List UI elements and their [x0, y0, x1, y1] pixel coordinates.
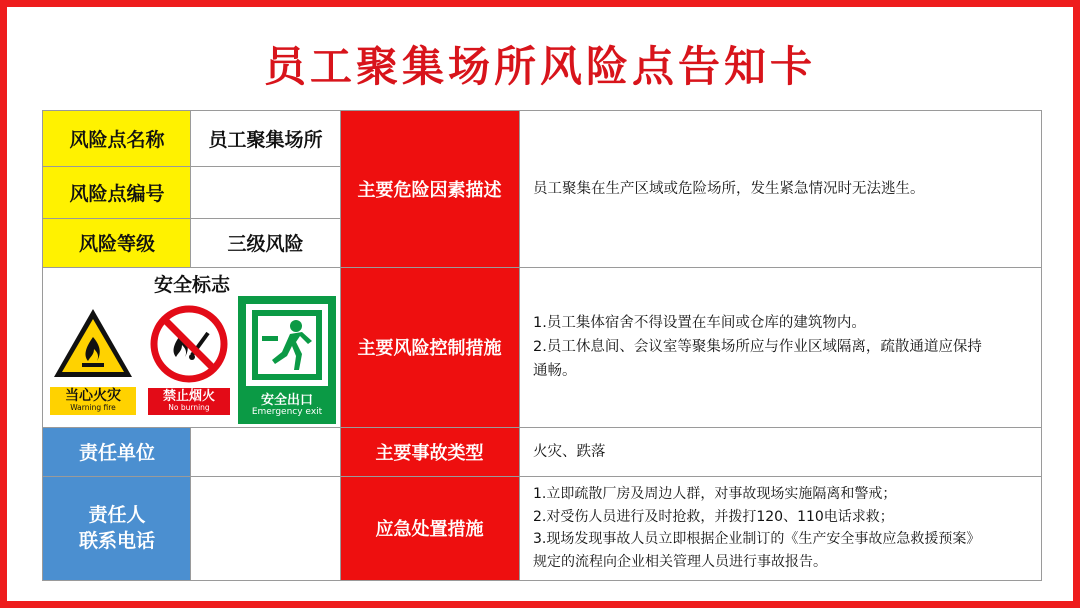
row-divider-1: [43, 166, 340, 167]
emergency-measure-line-2: 2.对受伤人员进行及时抢救，并拨打120、110电话求救；: [533, 508, 894, 525]
sign-warning-fire-en: Warning fire: [70, 402, 116, 412]
card-title: 员工聚集场所风险点告知卡: [263, 42, 816, 91]
table-border-bottom: [43, 580, 1041, 581]
sign-emergency-exit-cn: 安全出口: [260, 393, 313, 408]
resp-person-label: [43, 476, 191, 580]
control-measure-line-1: 1.员工集体宿舍不得设置在车间或仓库的建筑物内。: [533, 315, 866, 331]
control-measures-label: 主要风险控制措施: [340, 267, 519, 427]
resp-person-label-line1: 责任人: [88, 504, 146, 526]
risk-code-value: [191, 166, 340, 218]
table-divider-right: [519, 110, 520, 580]
resp-person-label-line2: 联系电话: [78, 530, 155, 552]
control-measure-line-2: 2.员工休息间、会议室等聚集场所应与作业区域隔离，疏散通道应保持: [533, 339, 982, 355]
sign-emergency-exit-en: Emergency exit: [251, 406, 323, 417]
emergency-measures-text: [519, 476, 1041, 580]
table-divider-left-lower: [190, 427, 191, 580]
accident-types-text: 火灾、跌落: [519, 427, 1041, 476]
emergency-measure-line-1: 1.立即疏散厂房及周边人群，对事故现场实施隔离和警戒；: [533, 486, 897, 502]
risk-name-label: 风险点名称: [43, 111, 191, 166]
emergency-measure-line-3: 3.现场发现事故人员立即根据企业制订的《生产安全事故应急救援预案》: [533, 531, 981, 547]
table-border-top: [43, 110, 1041, 111]
emergency-measure-line-4: 规定的流程向企业相关管理人员进行事故报告。: [533, 553, 827, 570]
control-measure-line-3: 通畅。: [533, 363, 577, 379]
sign-no-burning: [148, 303, 230, 415]
emergency-measures-label: 应急处置措施: [340, 476, 519, 580]
no-burning-icon: [148, 303, 230, 385]
sign-emergency-exit: [238, 296, 336, 424]
sign-no-burning-label: [148, 388, 230, 415]
accident-types-label: 主要事故类型: [340, 427, 519, 476]
table-border-left: [42, 110, 43, 581]
table-border-right: [1041, 110, 1042, 581]
resp-unit-value: [191, 427, 340, 476]
risk-name-value: 员工聚集场所: [191, 111, 340, 166]
sign-no-burning-cn: 禁止烟火: [162, 389, 215, 404]
resp-person-value: [191, 476, 340, 580]
table-divider-left: [190, 110, 191, 267]
sign-warning-fire-cn: 当心火灾: [65, 388, 121, 404]
sign-warning-fire-label: [50, 387, 136, 415]
sign-emergency-exit-label: [238, 394, 336, 424]
row-divider-2: [43, 218, 340, 219]
risk-code-label: 风险点编号: [43, 166, 191, 218]
risk-level-value: 三级风险: [191, 218, 340, 267]
sign-no-burning-en: No burning: [168, 402, 210, 412]
table-divider-mid: [340, 110, 341, 580]
control-measures-text: [519, 267, 1041, 427]
safety-signs-title: 安全标志: [153, 274, 230, 296]
row-divider-5: [43, 476, 1041, 477]
risk-level-label: 风险等级: [43, 218, 191, 267]
emergency-exit-icon: [238, 296, 336, 392]
resp-unit-label: 责任单位: [43, 427, 191, 476]
hazard-description-text: 员工聚集在生产区域或危险场所，发生紧急情况时无法逃生。: [519, 111, 1041, 267]
row-divider-4: [43, 427, 1041, 428]
sign-warning-fire: [50, 303, 136, 415]
hazard-description-label: 主要危险因素描述: [340, 111, 519, 267]
warning-fire-icon: [50, 303, 136, 383]
row-divider-3: [43, 267, 1041, 268]
